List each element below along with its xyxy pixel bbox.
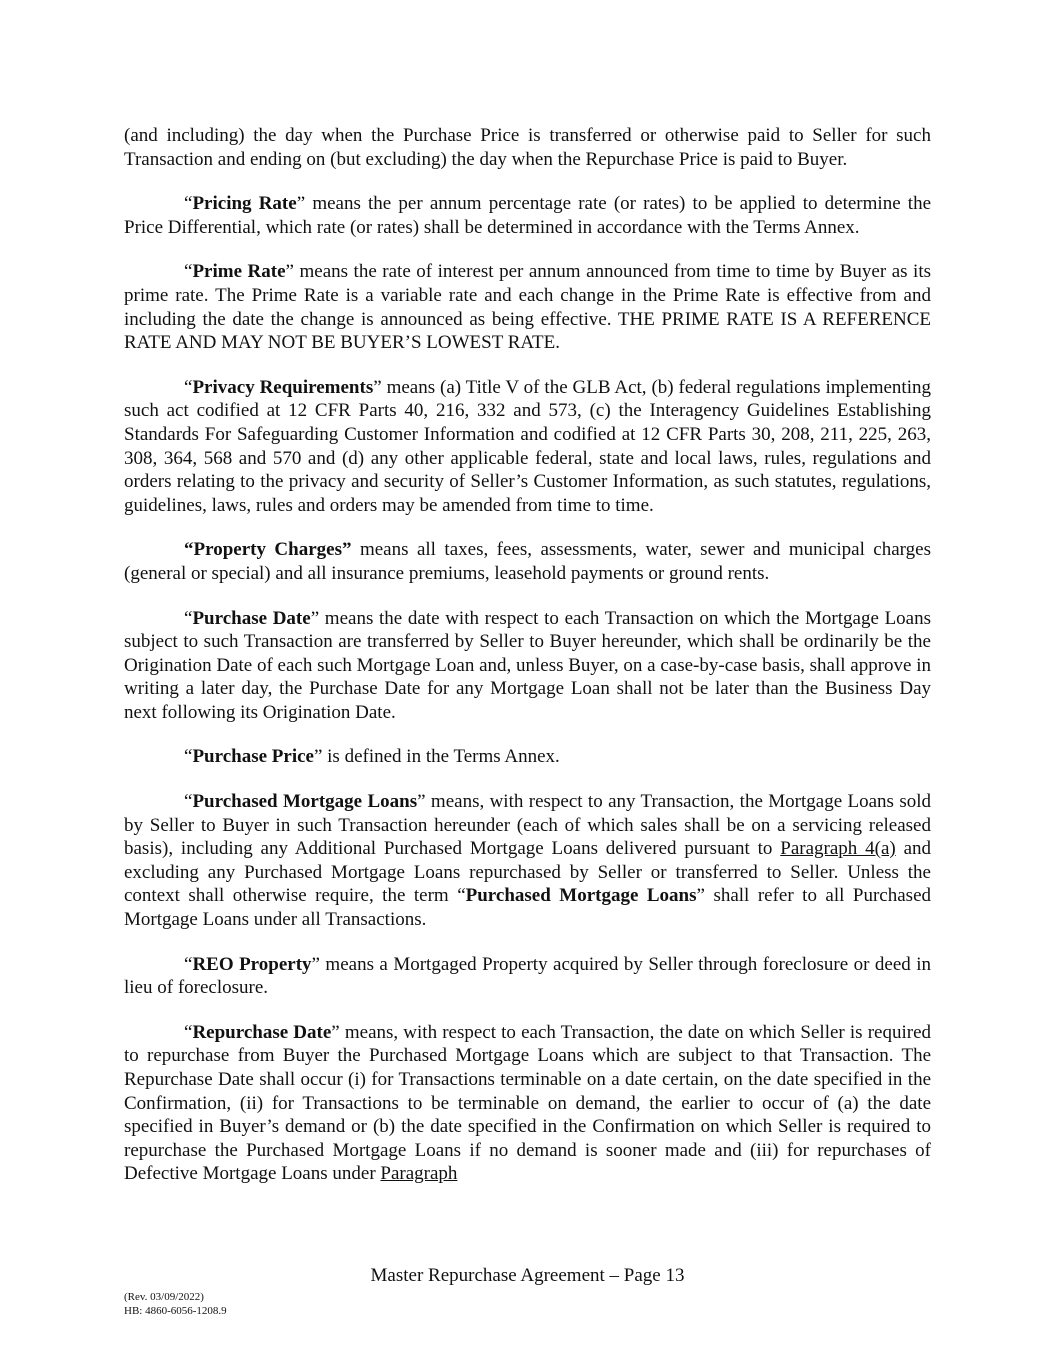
revision-date: (Rev. 03/09/2022): [124, 1291, 204, 1303]
defined-term: REO Property: [192, 953, 312, 975]
document-id: HB: 4860-6056-1208.9: [124, 1305, 227, 1317]
revision-info: [124, 1290, 227, 1318]
defined-term: Purchased Mortgage Loans: [465, 885, 697, 907]
defined-term: Repurchase Date: [192, 1021, 332, 1043]
defined-term: Purchased Mortgage Loans: [192, 791, 418, 813]
document-body: [124, 124, 931, 1207]
definition-repurchase-date: “Repurchase Date” means, with respect to each Transaction, the date on which Seller is required to repurchase from Buyer the Purchased Mortgage Loans which are subject to that Transaction. The Repurchase Date shall occur (i) for Transactions terminable on a date certain, on the date specified in the Confirmation, (ii) for Transactions to be terminable on demand, the earlier to occur of (a) the date specified in Buyer’s demand or (b) the date specified in the Confirmation on which Seller is required to repurchase the Purchased Mortgage Loans if no demand is sooner made and (iii) for repurchases of Defective Mortgage Loans under Paragraph: [124, 1021, 932, 1185]
definition-pricing-rate: “Pricing Rate” means the per annum percentage rate (or rates) to be applied to determine the Price Differential, which rate (or rates) shall be determined in accordance with the Terms Annex.: [124, 193, 932, 238]
paragraph-reference-link[interactable]: Paragraph: [380, 1163, 458, 1185]
page-footer-label: Master Repurchase Agreement – Page 13: [370, 1265, 685, 1286]
defined-term: Pricing Rate: [192, 193, 297, 215]
definition-privacy-requirements: “Privacy Requirements” means (a) Title V of the GLB Act, (b) federal regulations implementing such act codified at 12 CFR Parts 40, 216, 332 and 573, (c) the Interagency Guidelines Establishing Standards For Safeguarding Customer Information and codified at 12 CFR Parts 30, 208, 211, 225, 263, 308, 364, 568 and 570 and (d) any other applicable federal, state and local laws, rules, regulations and orders relating to the privacy and security of Seller’s Customer Information, as such statutes, regulations, guidelines, laws, rules and orders may be amended from time to time.: [124, 376, 931, 516]
definition-property-charges: “Property Charges” means all taxes, fees, assessments, water, sewer and municipal charges (general or special) and all insurance premiums, leasehold payments or ground rents.: [124, 539, 931, 584]
definition-purchased-mortgage-loans: “Purchased Mortgage Loans” means, with respect to any Transaction, the Mortgage Loans sold by Seller to Buyer in such Transaction hereunder (each of which sales shall be on a servicing released basis), including any Additional Purchased Mortgage Loans delivered pursuant to Paragraph 4(a) and excluding any Purchased Mortgage Loans repurchased by Seller or transferred to Seller. Unless the context shall otherwise require, the term “Purchased Mortgage Loans” shall refer to all Purchased Mortgage Loans under all Transactions.: [124, 791, 931, 931]
definition-purchase-price: “Purchase Price” is defined in the Terms Annex.: [184, 746, 560, 768]
defined-term: “Property Charges”: [184, 539, 352, 561]
defined-term: Purchase Price: [192, 746, 314, 768]
defined-term: Purchase Date: [192, 607, 311, 629]
defined-term: Privacy Requirements: [192, 376, 374, 398]
paragraph-reference-link[interactable]: Paragraph 4(a): [780, 838, 896, 860]
paragraph-continuation: (and including) the day when the Purchase Price is transferred or otherwise paid to Seller for such Transaction and ending on (but excluding) the day when the Repurchase Price is paid to Buyer.: [124, 125, 931, 170]
definition-reo-property: “REO Property” means a Mortgaged Property acquired by Seller through foreclosure or deed in lieu of foreclosure.: [124, 953, 931, 999]
definition-purchase-date: “Purchase Date” means the date with respect to each Transaction on which the Mortgage Loans subject to such Transaction are transferred by Seller to Buyer hereunder, which shall be ordinarily be the Origination Date of each such Mortgage Loan and, unless Buyer, on a case-by-case basis, shall approve in writing a later day, the Purchase Date for any Mortgage Loan shall not be later than the Business Day next following its Origination Date.: [124, 607, 932, 723]
defined-term: Prime Rate: [192, 261, 286, 283]
definition-prime-rate: “Prime Rate” means the rate of interest per annum announced from time to time by Buyer as its prime rate. The Prime Rate is a variable rate and each change in the Prime Rate is effective from and including the date the change is announced as being effective. THE PRIME RATE IS A REFERENCE RATE AND MAY NOT BE BUYER’S LOWEST RATE.: [124, 261, 932, 354]
